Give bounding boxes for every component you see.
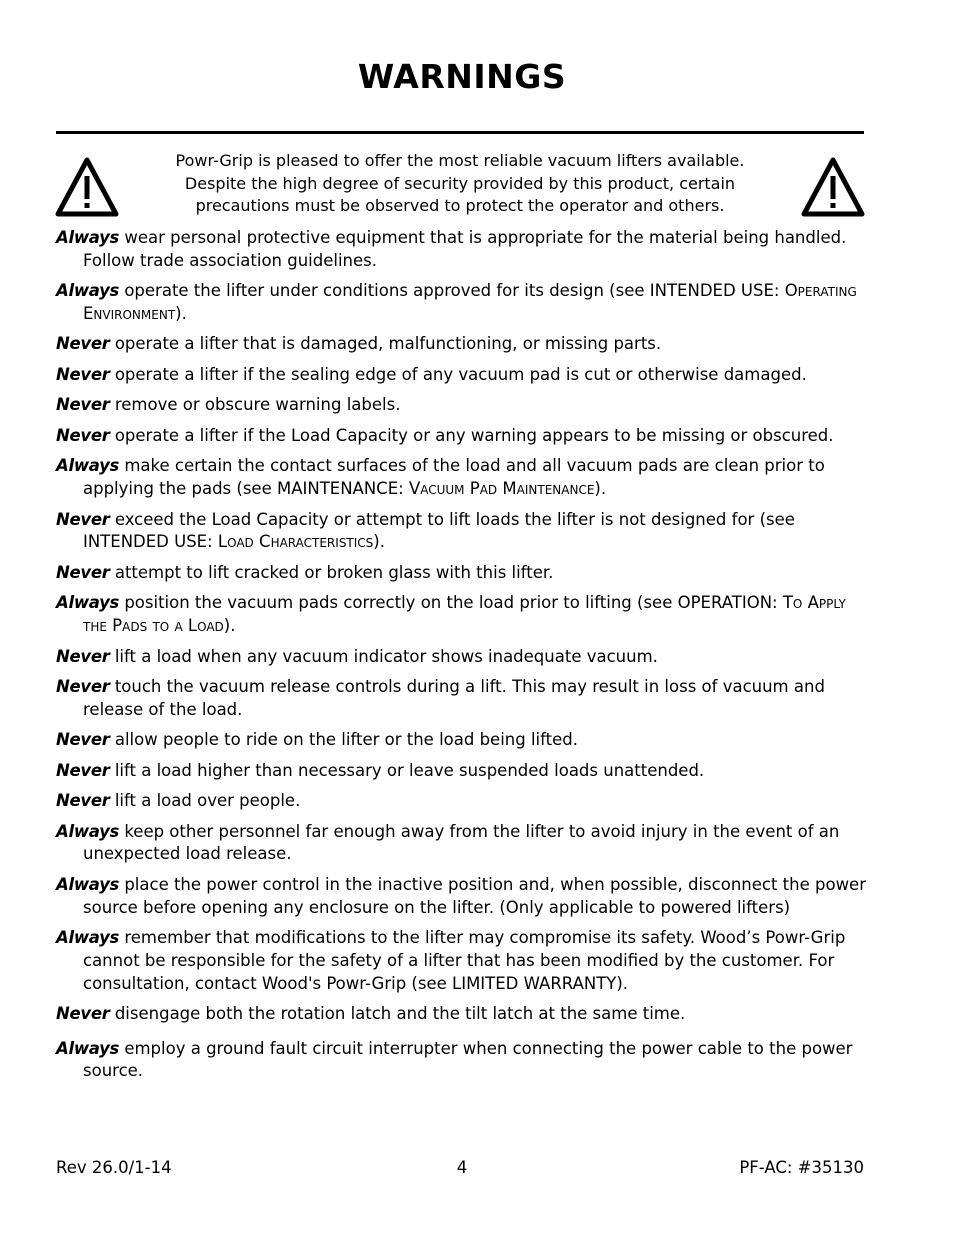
- footer-document-id: PF-AC: #35130: [739, 1158, 864, 1177]
- warning-reference: Vacuum Pad Maintenance: [408, 479, 595, 499]
- warning-text: keep other personnel far enough away from the lifter to avoid injury in the event of an unexpected load release.: [83, 821, 840, 864]
- warning-item: [56, 821, 866, 866]
- warning-text: remember that modifications to the lifter may compromise its safety. Wood’s Powr-Grip cannot be responsible for the safety of a lifter that has been modified by the customer. For consultation, contact Wood's Powr-Grip (see LIMITED WARRANTY).: [83, 928, 846, 993]
- warning-text: operate a lifter that is damaged, malfunctioning, or missing parts.: [109, 334, 662, 354]
- warning-keyword: Never: [56, 395, 110, 415]
- warning-item: [56, 592, 866, 637]
- warning-text: operate the lifter under conditions approved for its design (see INTENDED USE:: [119, 281, 785, 301]
- warning-item: [56, 676, 866, 721]
- warning-keyword: Always: [56, 928, 120, 948]
- warning-keyword: Always: [56, 874, 120, 894]
- warning-item: [56, 425, 866, 448]
- warning-text-tail: ).: [594, 479, 607, 499]
- warning-item: [56, 455, 866, 500]
- warning-reference: Operating Environment: [83, 281, 857, 323]
- warning-text: operate a lifter if the Load Capacity or any warning appears to be missing or obscured.: [109, 425, 834, 445]
- warning-text: lift a load when any vacuum indicator shows inadequate vacuum.: [109, 646, 658, 666]
- warning-keyword: Never: [56, 1004, 110, 1024]
- warning-reference: To Apply the Pads to a Load: [83, 593, 846, 636]
- warning-triangle-icon: [801, 156, 865, 218]
- page-title: WARNINGS: [357, 57, 567, 96]
- warning-text: position the vacuum pads correctly on the load prior to lifting (see OPERATION:: [119, 593, 783, 613]
- warning-keyword: Never: [56, 364, 110, 384]
- warning-text: lift a load higher than necessary or leave suspended loads unattended.: [109, 760, 705, 780]
- intro-line: precautions must be observed to protect the operator and others.: [195, 196, 725, 216]
- intro-paragraph: [160, 150, 760, 218]
- warning-text-tail: ).: [175, 303, 187, 323]
- warning-keyword: Always: [56, 1038, 120, 1058]
- warning-keyword: Never: [56, 791, 110, 811]
- warning-reference: Load Characteristics: [217, 532, 374, 552]
- warning-item: [56, 927, 866, 995]
- warning-text: lift a load over people.: [109, 791, 301, 811]
- warning-text: make certain the contact surfaces of the load and all vacuum pads are clean prior to applying the pads (see MAINTENANCE:: [83, 456, 825, 499]
- warning-text: exceed the Load Capacity or attempt to lift loads the lifter is not designed for (see INTENDED USE:: [83, 509, 795, 552]
- warning-item: [56, 364, 866, 387]
- warning-keyword: Always: [56, 593, 120, 613]
- warning-item: [56, 790, 866, 813]
- warning-item: [56, 760, 866, 783]
- title-divider: [56, 131, 864, 134]
- warning-keyword: Always: [56, 228, 120, 247]
- warning-keyword: Never: [56, 334, 110, 354]
- warning-item: [56, 394, 866, 417]
- warning-keyword: Never: [56, 646, 110, 666]
- warning-text: remove or obscure warning labels.: [109, 395, 401, 415]
- intro-line: Powr-Grip is pleased to offer the most reliable vacuum lifters available.: [175, 151, 745, 170]
- warning-item: [56, 333, 866, 356]
- intro-line: Despite the high degree of security provided by this product, certain: [184, 173, 736, 193]
- warning-text: allow people to ride on the lifter or the load being lifted.: [109, 730, 578, 750]
- warning-keyword: Never: [56, 425, 110, 445]
- footer-revision: Rev 26.0/1-14: [56, 1158, 172, 1177]
- warning-item: [56, 562, 866, 585]
- warning-keyword: Always: [56, 821, 120, 841]
- warning-keyword: Always: [56, 281, 120, 301]
- warning-text-tail: ).: [223, 616, 236, 636]
- warning-keyword: Always: [56, 456, 120, 476]
- warning-item: [56, 646, 866, 669]
- warnings-list: [56, 227, 866, 1091]
- warning-text: disengage both the rotation latch and the tilt latch at the same time.: [109, 1004, 686, 1024]
- warning-triangle-icon: [55, 156, 119, 218]
- warning-keyword: Never: [56, 760, 110, 780]
- warning-item: [56, 1038, 866, 1083]
- warning-text: touch the vacuum release controls during a lift. This may result in loss of vacuum and release of the load.: [83, 677, 825, 719]
- warning-keyword: Never: [56, 562, 110, 582]
- warning-item: [56, 280, 866, 325]
- warning-keyword: Never: [56, 677, 110, 697]
- warning-item: [56, 729, 866, 752]
- warning-text: employ a ground fault circuit interrupter when connecting the power cable to the power source.: [83, 1038, 853, 1081]
- warning-text-tail: ).: [373, 532, 385, 552]
- warning-item: [56, 509, 866, 554]
- warning-item: [56, 874, 866, 919]
- warning-item: [56, 227, 866, 272]
- warning-text: attempt to lift cracked or broken glass with this lifter.: [109, 562, 554, 582]
- warning-text: place the power control in the inactive position and, when possible, disconnect the power source before opening any enclosure on the lifter. (Only applicable to powered lifters): [83, 874, 866, 917]
- warning-item: [56, 1003, 866, 1026]
- warning-keyword: Never: [56, 509, 110, 529]
- warning-text: operate a lifter if the sealing edge of any vacuum pad is cut or otherwise damaged.: [109, 364, 807, 384]
- warning-keyword: Never: [56, 730, 110, 750]
- footer-page-number: 4: [456, 1158, 468, 1177]
- warning-text: wear personal protective equipment that is appropriate for the material being handled. Follow trade association guidelines.: [83, 228, 847, 270]
